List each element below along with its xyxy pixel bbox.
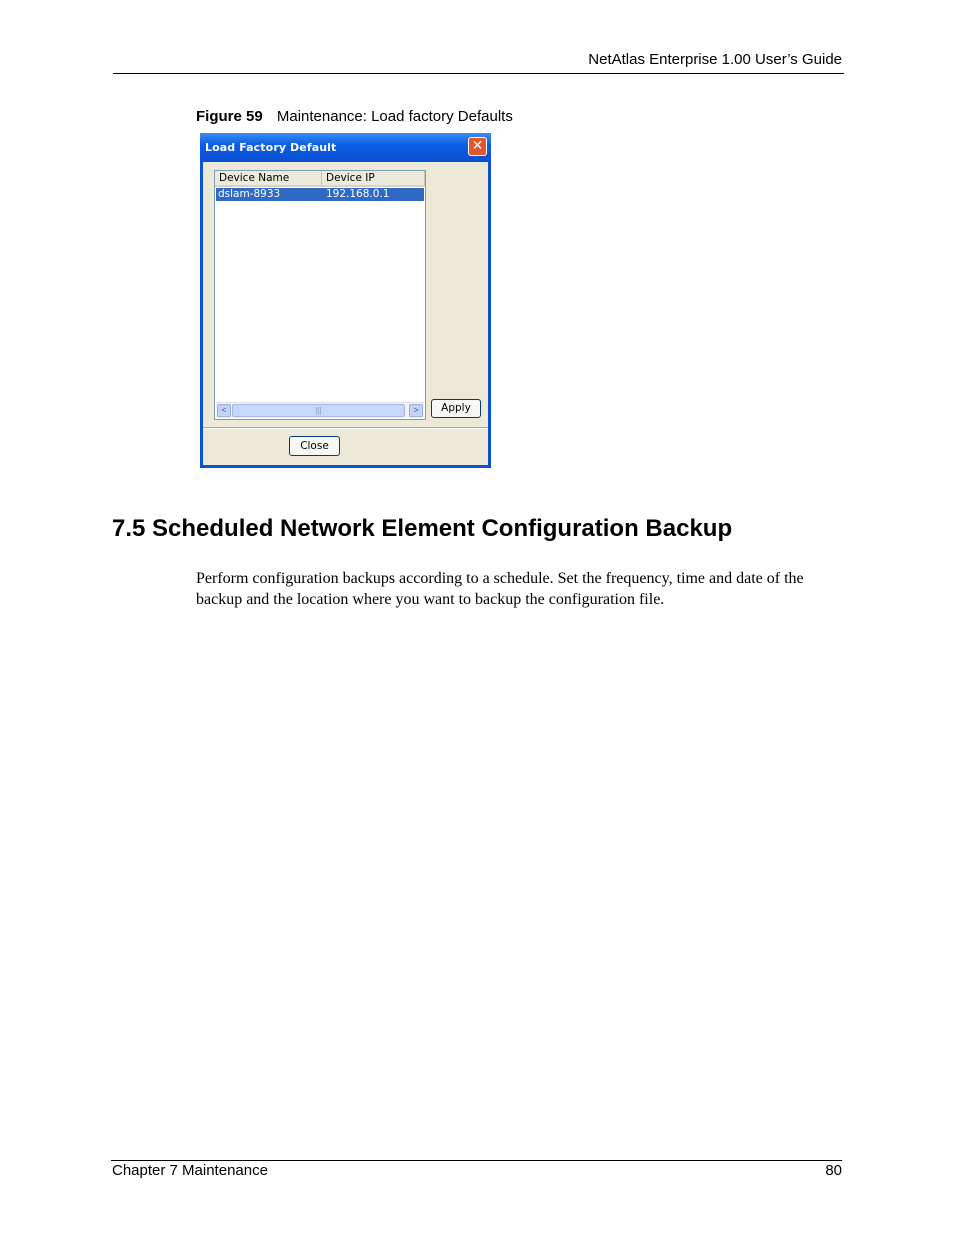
close-icon[interactable]: ✕: [468, 137, 487, 156]
running-header: NetAtlas Enterprise 1.00 User’s Guide: [588, 51, 842, 68]
section-body-text: Perform configuration backups according to a schedule. Set the frequency, time and date of the backup and the location where you want to backup the configuration file.: [196, 570, 804, 608]
scroll-left-icon[interactable]: <: [217, 404, 231, 417]
device-list[interactable]: [214, 170, 426, 420]
footer-rule: [111, 1160, 842, 1161]
footer-chapter: Chapter 7 Maintenance: [112, 1162, 268, 1179]
scroll-right-icon[interactable]: >: [409, 404, 423, 417]
table-row[interactable]: [216, 188, 424, 201]
apply-button[interactable]: Apply: [431, 399, 481, 418]
figure-caption-text: Maintenance: Load factory Defaults: [276, 108, 513, 125]
column-header-device-name[interactable]: Device Name: [215, 171, 322, 187]
figure-caption: [196, 108, 513, 125]
horizontal-scrollbar[interactable]: [216, 402, 424, 418]
device-ip-cell: 192.168.0.1: [326, 188, 390, 200]
dialog-client-area: [203, 162, 488, 465]
figure-label: Figure 59: [196, 108, 263, 125]
section-heading: 7.5 Scheduled Network Element Configuration Backup: [112, 515, 733, 542]
dialog-titlebar[interactable]: [200, 133, 491, 162]
device-name-cell: dslam-8933: [218, 188, 281, 200]
dialog-separator: [203, 427, 488, 429]
header-rule: [113, 73, 844, 74]
dialog-title: Load Factory Default: [205, 141, 337, 154]
close-button[interactable]: Close: [289, 436, 340, 456]
page-number: 80: [825, 1162, 842, 1179]
scroll-thumb[interactable]: |||: [232, 404, 405, 417]
load-factory-default-dialog: [200, 133, 491, 468]
column-header-device-ip[interactable]: Device IP: [322, 171, 425, 187]
